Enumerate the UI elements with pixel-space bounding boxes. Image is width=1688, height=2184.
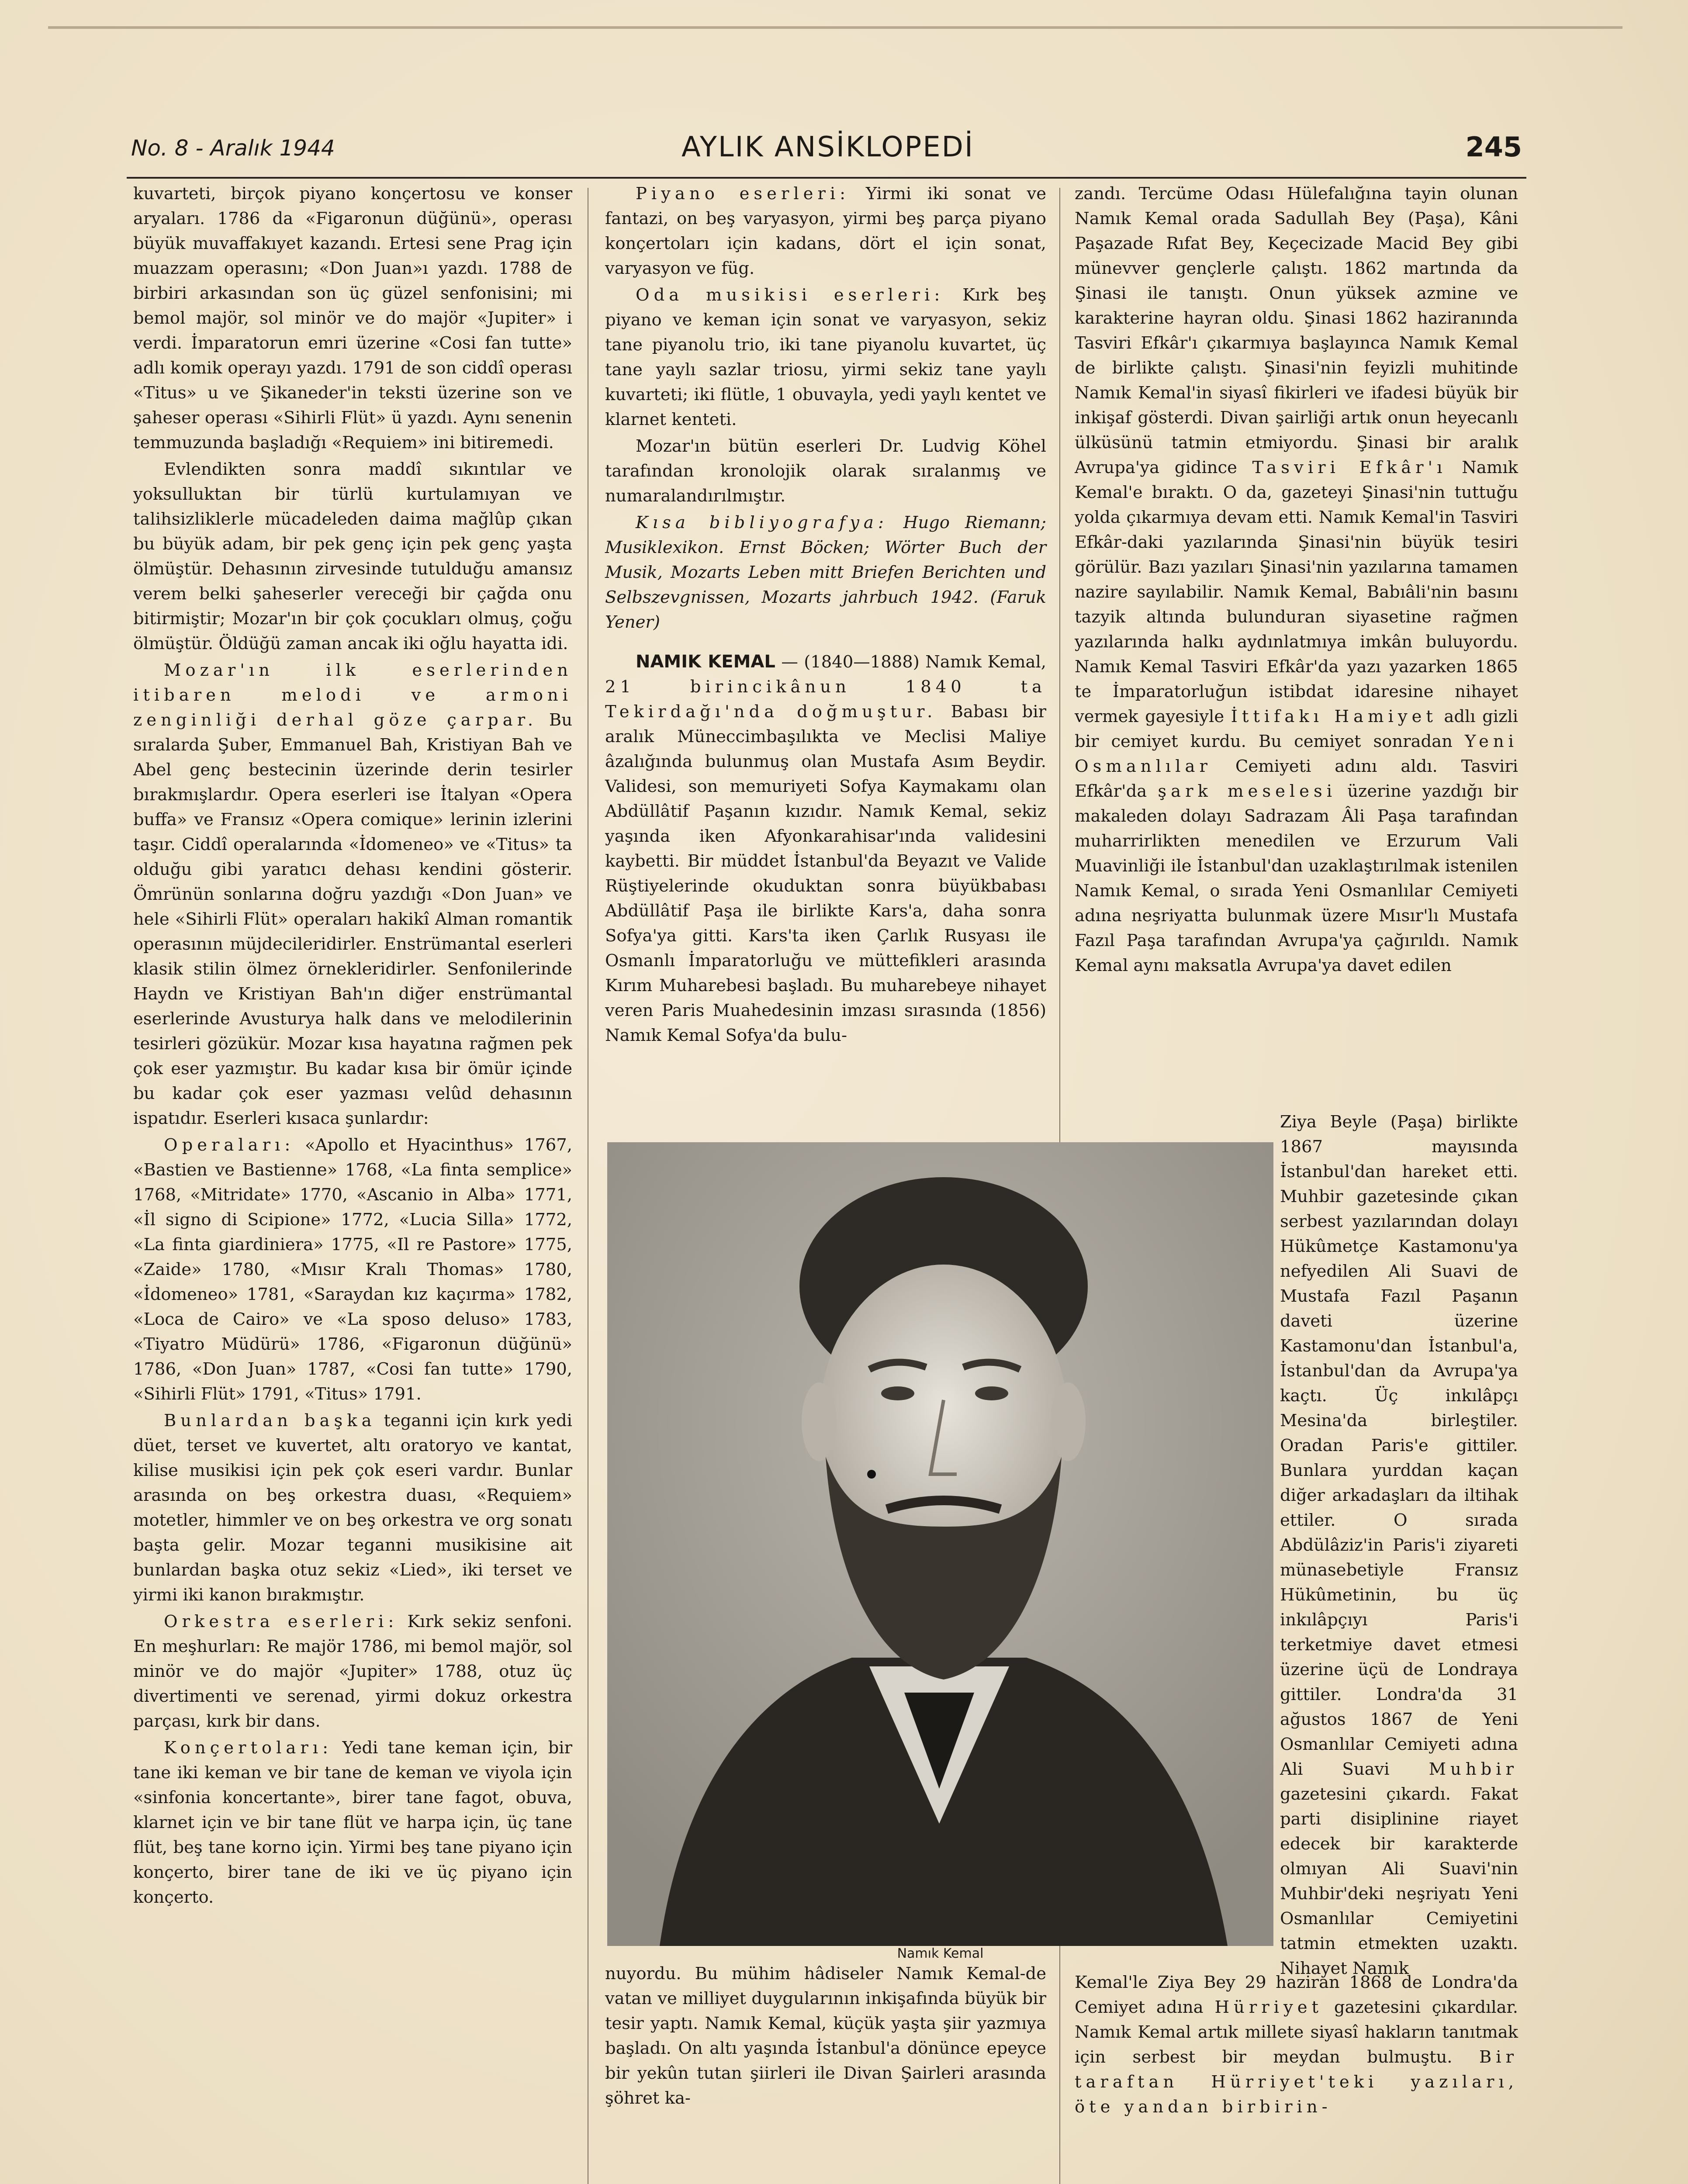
column-1 [133, 181, 572, 1911]
spaced-phrase: Konçertoları: [164, 1738, 333, 1758]
paragraph: Evlendikten sonra maddî sıkıntılar ve yoksulluktan bir türlü kurtulamıyan ve talihsizliklerle mücadeleden daima mağlûp çıkan bu büyük adam, bir pek genç için pek genç yaşta ölmüştür. Dehasının zirvesinde tutulduğu amansız verem belki şaheserler vereceği bir çağda onu bitirmiştir; Mozar'ın bir çok çocukları olmuş, çoğu ölmüştür. Öldüğü zaman ancak iki oğlu hayatta idi. [133, 460, 572, 653]
paragraph [133, 658, 572, 1131]
paragraph-text: Cemiyeti adını aldı. Tasviri Efkâr'da [1075, 757, 1518, 801]
paragraph-text: Kırk sekiz senfoni. En meşhurları: Re majör 1786, mi bemol majör, sol minör ve do majör «Jupiter» 1788, otuz üç divertimenti ve serenad, yirmi dokuz orkestra parçası, kırk bir dans. [133, 1612, 572, 1731]
paragraph-text: gazetesini çıkardı. Fakat parti disiplinine riayet edecek bir karakterde olmıyan Ali Suavi'nin Muhbir'deki neşriyatı Yeni Osmanlılar Cemiyetini tatmin etmekten uzaktı. Nihayet Namık [1280, 1784, 1518, 1978]
portrait-photo [607, 1142, 1273, 1981]
paragraph-text: «Apollo et Hyacinthus» 1767, «Bastien ve Bastienne» 1768, «La finta semplice» 1768, «Mitridate» 1770, «Ascanio in Alba» 1771, «İl signo di Scipione» 1772, «Lucia Silla» 1772, «La finta giardiniera» 1775, «Il re Pastore» 1775, «Zaide» 1780, «Mısır Kralı Thomas» 1780, «İdomeneo» 1781, «Saraydan kız kaçırma» 1782, «Loca de Cairo» ve «La sposo deluso» 1783, «Tiyatro Müdürü» 1786, «Figaronun düğünü» 1786, «Don Juan» 1787, «Cosi fan tutte» 1790, «Sihirli Flüt» 1791, «Titus» 1791. [133, 1135, 572, 1404]
paragraph-text: zandı. Tercüme Odası Hülefalığına tayin olunan Namık Kemal orada Sadullah Bey (Paşa), Kâni Paşazade Rıfat Bey, Keçecizade Macid Bey gibi münevver gençlerle çalıştı. 1862 martında da Şinasi ile tanıştı. Onun yüksek azmine ve karakterine hayran oldu. Şinasi 1862 haziranında Tasviri Efkâr'ı çıkarmıya başlayınca Namık Kemal de birlikte çalıştı. Şinasi'nin feyizli muhitinde Namık Kemal'in siyasî fikirleri ve ifadesi büyük bir inkişaf gösterdi. Divan şairliği artık onun heyecanlı ülküsünü tatmin etmiyordu. Şinasi bir aralık Avrupa'ya gidince [1075, 184, 1518, 477]
spaced-phrase: Kısa bibliyografya: [636, 513, 888, 532]
column-3-narrow [1280, 1109, 1518, 1981]
portrait-image [607, 1142, 1273, 1946]
column-2-bottom [605, 1961, 1046, 2111]
article-dates: — (1840—1888) Namık Kemal, [781, 652, 1046, 672]
spaced-phrase: Hürriyet [1214, 1997, 1323, 2017]
column-2 [605, 181, 1046, 1050]
paragraph-text: Bu sıralarda Şuber, Emmanuel Bah, Kristiyan Bah ve Abel genç bestecinin üzerinde derin tesirler bırakmışlardır. Opera eserleri ise İtalyan «Opera buffa» ve Fransız «Opera comique» lerinin izlerini taşır. Ciddî operalarında «İdomeneo» ve «Titus» ta olduğu gibi yaratıcı dehası kendini gösterir. Ömrünün sonlarına doğru yazdığı «Don Juan» ve hele «Sihirli Flüt» operaları hakikî Alman romantik operasının müjdecileridirler. Enstrümantal eserleri klasik stilin ölmez örnekleridirler. Senfonilerinde Haydn ve Kristiyan Bah'ın diğer enstrümantal eserlerinde Avusturya halk dans ve melodilerinin tesirleri gözükür. Mozar kısa hayatına rağmen pek çok eser yazmıştır. Bu kadar kısa bir ömür içinde bu kadar çok eser yazması velûd dehasının ispatıdır. Eserleri kısaca şunlardır: [133, 710, 572, 1128]
spaced-phrase: Operaları: [164, 1135, 295, 1155]
paragraph [133, 1408, 572, 1607]
paragraph-text: Yirmi iki sonat ve fantazi, on beş varyasyon, yirmi beş parça piyano konçertoları için kadans, dört el için sonat, varyasyon ve füg. [605, 184, 1047, 278]
paragraph-text: Ziya Beyle (Paşa) birlikte 1867 mayısında İstanbul'dan hareket etti. Muhbir gazetesinde çıkan serbest yazılarından dolayı Hükûmetçe Kastamonu'ya nefyedilen Ali Suavi de Mustafa Fazıl Paşanın daveti üzerine Kastamonu'dan İstanbul'a, İstanbul'dan da Avrupa'ya kaçtı. Üç inkılâpçı Mesina'da birleştiler. Oradan Paris'e gittiler. Bunlara yurddan kaçan diğer arkadaşları da iltihak ettiler. O sırada Abdülâziz'in Paris'i ziyareti münasebetiyle Fransız Hükûmetinin, bu üç inkılâpçıyı Paris'i terketmiye davet etmesi üzerine üçü de Londraya gittiler. Londra'da 31 ağustos 1867 de Yeni Osmanlılar Cemiyeti adına Ali Suavi [1280, 1112, 1518, 1779]
spaced-phrase: Muhbir [1429, 1759, 1518, 1779]
issue-label: No. 8 - Aralık 1944 [131, 135, 335, 161]
paragraph [1280, 1109, 1518, 1981]
paragraph-text: üzerine yazdığı bir makaleden dolayı Sadrazam Âli Paşa tarafından muharrirlikten menedilen ve Erzurum Vali Muavinliği ile İstanbul'dan uzaklaştırılmak istenilen Namık Kemal, o sırada Yeni Osmanlılar Cemiyeti adına neşriyatta bulunmak üzere Mısır'lı Mustafa Fazıl Paşa tarafından Avrupa'ya çağırıldı. Namık Kemal aynı maksatla Avrupa'ya davet edilen [1075, 781, 1519, 975]
paragraph-text: adlı gizli bir cemiyet kurdu. Bu cemiyet sonradan [1075, 707, 1519, 751]
photo-caption: Namık Kemal [897, 1946, 984, 1961]
paragraph [605, 283, 1046, 432]
spaced-phrase: Bir taraftan Hürriyet'teki yazıları, öte yandan birbirin- [1075, 2047, 1518, 2117]
spaced-phrase: Tasviri Efkâr'ı [1252, 458, 1447, 477]
spaced-phrase: Mozar'ın ilk eserlerinden itibaren melodi ve armoni zenginliği derhal göze çarpar. [133, 660, 572, 730]
paragraph-text: gazetesini çıkardılar. Namık Kemal artık millete siyasî hakların tanıtmak için serbest bir meydan bulmuştu. [1075, 1997, 1518, 2067]
spaced-phrase: Piyano eserleri: [636, 184, 850, 204]
page-top-edge [48, 26, 1622, 29]
spaced-phrase: 21 birincikânun 1840 ta Tekirdağı'nda doğmuştur. [605, 677, 1046, 722]
paragraph [133, 1609, 572, 1734]
paragraph [1075, 1970, 1518, 2119]
spaced-phrase: Bunlardan başka [164, 1411, 376, 1431]
page-header [131, 127, 1522, 175]
bibliography [605, 510, 1046, 635]
paragraph-text: Babası bir aralık Müneccimbaşılıkta ve Meclisi Maliye âzalığında bulunmuş olan Mustafa Asım Beydir. Validesi, son memuriyeti Sofya Kaymakamı olan Abdüllâtif Paşanın kızıdır. Namık Kemal, sekiz yaşında iken Afyonkarahisar'ında validesini kaybetti. Bir müddet İstanbul'da Beyazıt ve Valide Rüştiyelerinde okuduktan sonra büyükbabası Abdüllâtif Paşa ile birlikte Kars'a, daha sonra Sofya'ya gitti. Kars'ta iken Çarlık Rusyası ile Osmanlı İmparatorluğu ve müttefikleri arasında Kırım Muharebesi başladı. Bu muharebeye nihayet veren Paris Muahedesinin imzası sırasında (1856) Namık Kemal Sofya'da bulu- [605, 702, 1046, 1045]
paragraph [1075, 181, 1518, 978]
magazine-title: AYLIK ANSİKLOPEDİ [681, 131, 974, 163]
paragraph: Mozar'ın bütün eserleri Dr. Ludvig Köhel tarafından kronolojik olarak sıralanmış ve numaralandırılmıştır. [605, 436, 1046, 506]
spaced-phrase: Yeni Osmanlılar [1075, 732, 1518, 776]
spaced-phrase: Oda musikisi eserleri: [636, 285, 944, 305]
paragraph-text: Kemal'le Ziya Bey 29 haziran 1868 de Londra'da Cemiyet adına [1075, 1973, 1518, 2017]
paragraph-text: Yedi tane keman için, bir tane iki keman ve bir tane de keman ve viyola için «sinfonia koncertante», birer tane fagot, obuva, klarnet için ve bir tane flüt ve harpa için, üç tane flüt, beş tane korno için. Yirmi beş tane piyano için konçerto, birer tane de iki ve üç piyano için konçerto. [133, 1738, 572, 1907]
paragraph-text: Kırk beş piyano ve keman için sonat ve varyasyon, sekiz tane piyanolu trio, iki tane piyanolu kuvartet, üç tane yaylı sazlar triosu, yirmi sekiz tane yaylı kuvarteti; iki flütle, 1 obuvayla, yedi yaylı kentet ve klarnet kenteti. [605, 285, 1046, 429]
page-number: 245 [1465, 131, 1522, 163]
spaced-phrase: şark meselesi [1158, 781, 1337, 801]
bibliography-text: Hugo Riemann; Musiklexikon. Ernst Böcken; Wörter Buch der Musik, Mozarts Leben mitt Briefen Berichten und Selbszevgnissen, Mozarts jahrbuch 1942. (Faruk Yener) [605, 513, 1046, 632]
paragraph [605, 181, 1046, 281]
paragraph-text: Namık Kemal'e bıraktı. O da, gazeteyi Şinasi'nin tuttuğu yolda çıkarmıya devam etti. Namık Kemal'in Tasviri Efkâr-daki yazılarında Şinasi'nin büyük tesiri görülür. Bazı yazıları Şinasi'nin yazılarına tamamen nazire sayılabilir. Namık Kemal, Babıâli'nin basını tazyik altında bulunduran siyasetine rağmen yazılarında halkı aydınlatmıya imkân buluyordu. Namık Kemal Tasviri Efkâr'da yazı yazarken 1865 te İmparatorluğun istibdat idaresine nihayet vermek gayesiyle [1075, 458, 1518, 726]
paragraph: kuvarteti, birçok piyano konçertosu ve konser aryaları. 1786 da «Figaronun düğünü», operası büyük muvaffakıyet kazandı. Ertesi sene Prag için muazzam operasını; «Don Juan»ı yazdı. 1788 de birbiri arkasından son üç güzel senfonisini; mi bemol majör, sol minör ve do majör «Jupiter» i verdi. İmparatorun emri üzerine «Cosi fan tutte» adlı komik operayı yazdı. 1791 de son ciddî operası «Titus» u ve Şikaneder'in teksti üzerine son ve şaheser operası «Sihirli Flüt» ü yazdı. Aynı senenin temmuzunda başladığı «Requiem» ini bitiremedi. [133, 184, 572, 453]
paragraph [133, 1133, 572, 1406]
header-rule [127, 177, 1526, 179]
paragraph [133, 1735, 572, 1910]
spaced-phrase: Orkestra eserleri: [164, 1612, 398, 1631]
paragraph: nuyordu. Bu mühim hâdiseler Namık Kemal-de vatan ve milliyet duygularının inkişafında büyük bir tesir yaptı. Namık Kemal, küçük yaşta şiir yazmıya başladı. On altı yaşında İstanbul'a dönünce epeyce bir yekûn tutan şiirleri ile Divan Şairleri arasında şöhret ka- [605, 1964, 1046, 2108]
article-title: NAMIK KEMAL [636, 652, 775, 672]
paragraph-text: teganni için kırk yedi düet, terset ve kuvertet, altı oratoryo ve kantat, kilise musikisi için pek çok eseri vardır. Bunlar arasında on beş orkestra duası, «Requiem» motetler, himmler ve on beş orkestra ve org sonatı başta gelir. Mozar teganni musikisine ait bunlardan başka otuz sekiz «Lied», iki terset ve yirmi iki kanon bırakmıştır. [133, 1411, 572, 1605]
article-start [605, 650, 1046, 1048]
column-3-bottom [1075, 1970, 1518, 2119]
spaced-phrase: İttifakı Hamiyet [1231, 707, 1437, 726]
column-3 [1075, 181, 1518, 980]
